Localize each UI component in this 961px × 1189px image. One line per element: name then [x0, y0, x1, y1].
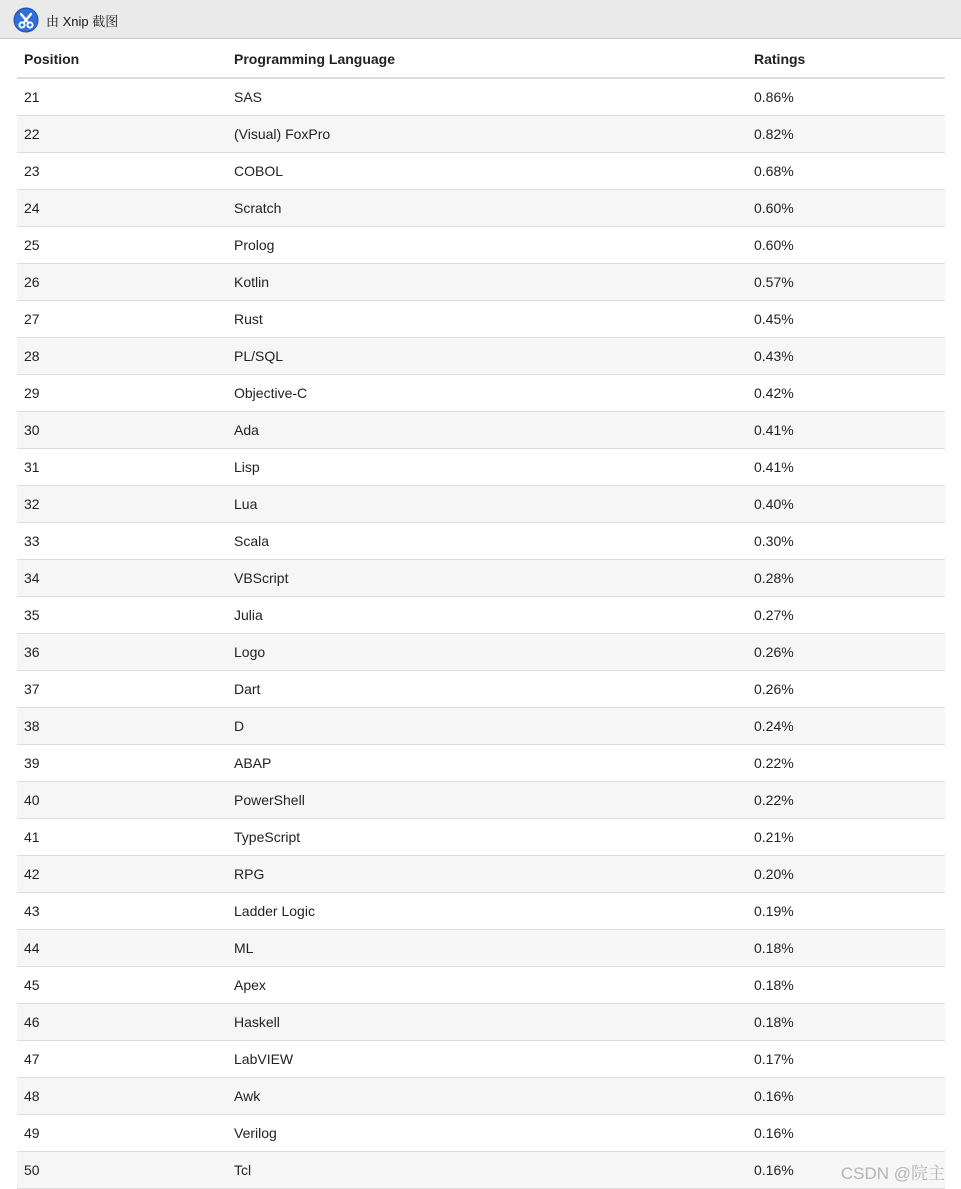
- language-cell: Ada: [227, 411, 747, 448]
- position-cell: 21: [17, 78, 227, 115]
- position-cell: 23: [17, 152, 227, 189]
- table-row: [17, 1114, 945, 1151]
- language-cell: TypeScript: [227, 818, 747, 855]
- table-row: [17, 411, 945, 448]
- language-cell: Kotlin: [227, 263, 747, 300]
- position-cell: 36: [17, 633, 227, 670]
- rating-cell: 0.22%: [747, 744, 945, 781]
- language-cell: SAS: [227, 78, 747, 115]
- position-cell: 24: [17, 189, 227, 226]
- rating-cell: 0.86%: [747, 78, 945, 115]
- table-row: [17, 892, 945, 929]
- table-header-row: [17, 40, 945, 78]
- rating-cell: 0.27%: [747, 596, 945, 633]
- table-row: [17, 189, 945, 226]
- table-row: [17, 670, 945, 707]
- language-cell: Scratch: [227, 189, 747, 226]
- rating-cell: 0.41%: [747, 448, 945, 485]
- position-cell: 41: [17, 818, 227, 855]
- language-cell: Haskell: [227, 1003, 747, 1040]
- language-cell: (Visual) FoxPro: [227, 115, 747, 152]
- language-cell: RPG: [227, 855, 747, 892]
- rating-cell: 0.21%: [747, 818, 945, 855]
- language-cell: ML: [227, 929, 747, 966]
- language-cell: Lisp: [227, 448, 747, 485]
- table-row: [17, 522, 945, 559]
- language-cell: Objective-C: [227, 374, 747, 411]
- language-cell: Logo: [227, 633, 747, 670]
- csdn-watermark: CSDN @院主: [840, 1164, 945, 1183]
- position-cell: 48: [17, 1077, 227, 1114]
- position-cell: 44: [17, 929, 227, 966]
- rating-cell: 0.18%: [747, 966, 945, 1003]
- table-row: [17, 929, 945, 966]
- rating-cell: 0.16%: [747, 1077, 945, 1114]
- rating-cell: 0.19%: [747, 892, 945, 929]
- language-cell: Apex: [227, 966, 747, 1003]
- language-cell: PowerShell: [227, 781, 747, 818]
- language-cell: Ladder Logic: [227, 892, 747, 929]
- table-row: [17, 966, 945, 1003]
- rating-cell: 0.18%: [747, 929, 945, 966]
- table-row: [17, 263, 945, 300]
- table-row: [17, 78, 945, 115]
- table-row: [17, 1003, 945, 1040]
- table-row: [17, 707, 945, 744]
- language-cell: Tcl: [227, 1151, 747, 1188]
- rating-cell: 0.17%: [747, 1040, 945, 1077]
- rating-cell: 0.42%: [747, 374, 945, 411]
- language-cell: Verilog: [227, 1114, 747, 1151]
- position-cell: 28: [17, 337, 227, 374]
- position-cell: 47: [17, 1040, 227, 1077]
- position-cell: 25: [17, 226, 227, 263]
- position-cell: 49: [17, 1114, 227, 1151]
- rating-cell: 0.41%: [747, 411, 945, 448]
- language-cell: Awk: [227, 1077, 747, 1114]
- position-cell: 42: [17, 855, 227, 892]
- table-row: [17, 781, 945, 818]
- table-row: [17, 337, 945, 374]
- table-row: [17, 448, 945, 485]
- table-row: [17, 226, 945, 263]
- table-row: [17, 559, 945, 596]
- column-header-ratings: Ratings: [747, 40, 945, 78]
- position-cell: 30: [17, 411, 227, 448]
- xnip-logo-icon: [13, 7, 39, 33]
- position-cell: 22: [17, 115, 227, 152]
- position-cell: 35: [17, 596, 227, 633]
- ranking-table-container: [17, 40, 945, 1189]
- position-cell: 38: [17, 707, 227, 744]
- rating-cell: 0.22%: [747, 781, 945, 818]
- position-cell: 32: [17, 485, 227, 522]
- position-cell: 46: [17, 1003, 227, 1040]
- table-row: [17, 374, 945, 411]
- rating-cell: 0.40%: [747, 485, 945, 522]
- rating-cell: 0.24%: [747, 707, 945, 744]
- column-header-position: Position: [17, 40, 227, 78]
- position-cell: 31: [17, 448, 227, 485]
- table-row: [17, 818, 945, 855]
- table-row: [17, 115, 945, 152]
- rating-cell: 0.60%: [747, 189, 945, 226]
- rating-cell: 0.57%: [747, 263, 945, 300]
- language-cell: Rust: [227, 300, 747, 337]
- language-cell: ABAP: [227, 744, 747, 781]
- language-cell: D: [227, 707, 747, 744]
- position-cell: 34: [17, 559, 227, 596]
- rating-cell: 0.68%: [747, 152, 945, 189]
- table-row: [17, 1151, 945, 1188]
- position-cell: 33: [17, 522, 227, 559]
- table-row: [17, 633, 945, 670]
- language-cell: Scala: [227, 522, 747, 559]
- position-cell: 26: [17, 263, 227, 300]
- rating-cell: 0.16%: [747, 1114, 945, 1151]
- table-row: [17, 744, 945, 781]
- window-title: 由 Xnip 截图: [46, 14, 119, 29]
- language-cell: Lua: [227, 485, 747, 522]
- rating-cell: 0.82%: [747, 115, 945, 152]
- rating-cell: 0.26%: [747, 670, 945, 707]
- column-header-language: Programming Language: [227, 40, 747, 78]
- language-cell: COBOL: [227, 152, 747, 189]
- language-cell: Dart: [227, 670, 747, 707]
- table-row: [17, 855, 945, 892]
- rating-cell: 0.28%: [747, 559, 945, 596]
- language-cell: LabVIEW: [227, 1040, 747, 1077]
- position-cell: 37: [17, 670, 227, 707]
- position-cell: 29: [17, 374, 227, 411]
- table-row: [17, 596, 945, 633]
- table-row: [17, 300, 945, 337]
- position-cell: 43: [17, 892, 227, 929]
- language-cell: Julia: [227, 596, 747, 633]
- rating-cell: 0.45%: [747, 300, 945, 337]
- rating-cell: 0.26%: [747, 633, 945, 670]
- position-cell: 27: [17, 300, 227, 337]
- rating-cell: 0.18%: [747, 1003, 945, 1040]
- table-row: [17, 485, 945, 522]
- rating-cell: 0.43%: [747, 337, 945, 374]
- language-cell: Prolog: [227, 226, 747, 263]
- position-cell: 50: [17, 1151, 227, 1188]
- table-row: [17, 152, 945, 189]
- language-cell: VBScript: [227, 559, 747, 596]
- rating-cell: 0.20%: [747, 855, 945, 892]
- table-row: [17, 1040, 945, 1077]
- position-cell: 45: [17, 966, 227, 1003]
- language-cell: PL/SQL: [227, 337, 747, 374]
- position-cell: 40: [17, 781, 227, 818]
- rating-cell: 0.30%: [747, 522, 945, 559]
- rating-cell: 0.16%: [747, 1151, 945, 1188]
- ranking-table: [17, 40, 945, 1189]
- table-row: [17, 1077, 945, 1114]
- title-bar: [0, 0, 961, 39]
- position-cell: 39: [17, 744, 227, 781]
- rating-cell: 0.60%: [747, 226, 945, 263]
- table-body: [17, 78, 945, 1188]
